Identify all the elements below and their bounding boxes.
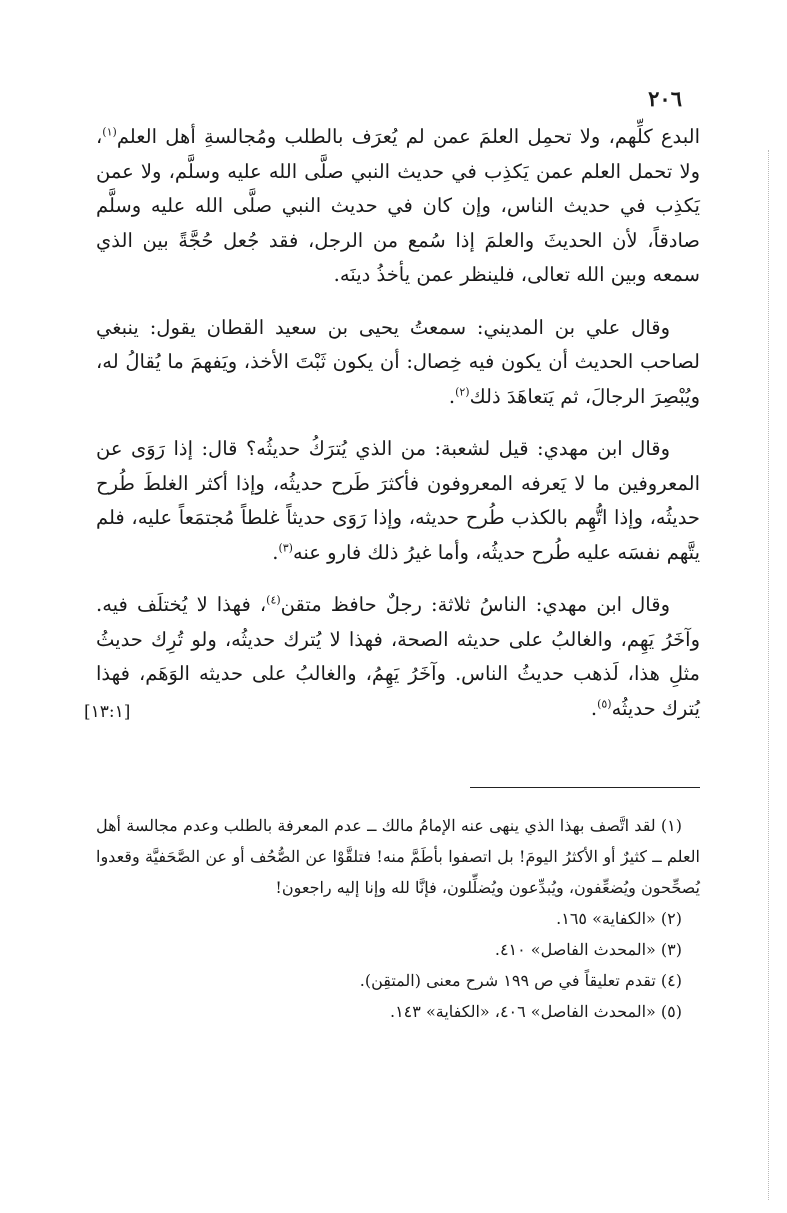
paragraph-2-text: وقال علي بن المديني: سمعتُ يحيى بن سعيد القطان يقول: ينبغي لصاحب الحديث أن يكون فيه خِصال: أن يكون ثَبْتَ الأخذ، ويَفهمَ ما يُقالُ له، ويُبْصِرَ الرجالَ، ثم يَتعاهَدَ ذلك — [96, 315, 700, 408]
footnote-divider — [470, 787, 700, 788]
footnote-2: (٢) «الكفاية» ١٦٥. — [556, 909, 682, 928]
footnote-marker-1: (١) — [102, 125, 117, 139]
paragraph-3-end: . — [272, 540, 279, 564]
footnote-1: (١) لقد اتَّصف بهذا الذي ينهى عنه الإمامُ مالك ــ عدم المعرفة بالطلب وعدم مجالسة أهل العلم ــ كثيرٌ أو الأكثرُ اليومَ! بل اتصفوا بأطَمَّ منه! فتلقَّوْا عن الصُّحُف أو عن الصَّحَفيَّة وقعدوا يُصحِّحون ويُضعِّفون، ويُبدِّعون ويُضلِّلون، فإنَّا لله وإنا إليه راجعون! — [96, 816, 700, 897]
footnotes — [96, 810, 700, 1027]
paragraph-3 — [96, 432, 700, 570]
paragraph-2 — [96, 311, 700, 415]
main-text — [96, 120, 700, 744]
paragraph-1-text: البدع كلِّهم، ولا تحمِل العلمَ عمن لم يُعرَف بالطلب ومُجالسةِ أهل العلم — [116, 125, 700, 148]
footnote-3: (٣) «المحدث الفاصل» ٤١٠. — [494, 940, 682, 959]
paragraph-1-rest: ، ولا تحمل العلم عمن يَكذِب في حديث النبي صلَّى الله عليه وسلَّم، ولا عمن يَكذِب في حديث الناس، وإن كان في حديث النبي صلَّى الله عليه وسلَّم صادقاً، لأن الحديثَ والعلمَ إذا سُمع من الرجل، فقد جُعل حُجَّةً بين الذي سمعه وبين الله تعالى، فلينظر عمن يأخذُ دينَه. — [96, 125, 700, 286]
paragraph-4-rest: ، فهذا لا يُختلَف فيه. وآخَرُ يَهِم، والغالبُ على حديثه الصحة، فهذا لا يُترك حديثُه، ولو تُرِك حديثُ مثلِ هذا، لَذهب حديثُ الناس. وآخَرُ يَهِمُ، والغالبُ على حديثه الوَهَم، فهذا يُترك حديثُه — [96, 593, 700, 720]
paragraph-4 — [96, 588, 700, 726]
paragraph-4-end: . — [590, 696, 598, 720]
margin-reference: [١٣:١] — [84, 702, 131, 722]
paragraph-2-end: . — [448, 384, 456, 408]
paragraph-3-text: وقال ابن مهدي: قيل لشعبة: من الذي يُترَكُ حديثُه؟ قال: إذا رَوَى عن المعروفين ما لا يَعرفه المعروفون فأكثرَ طَرح حديثُه، وإذا أكثر الغلطَ طُرح حديثُه، وإذا اتُّهِم بالكذب طُرح حديثه، وإذا رَوَى حديثاً غلطاً مُجتمَعاً عليه، فلم يتَّهم نفسَه عليه طُرح حديثُه، وأما غيرُ ذلك فارو عنه — [96, 437, 700, 564]
footnote-4: (٤) تقدم تعليقاً في ص ١٩٩ شرح معنى (المتقِن). — [359, 971, 682, 990]
paragraph-1 — [96, 120, 700, 293]
footnote-marker-5: (٥) — [597, 697, 612, 710]
paragraph-4-text: وقال ابن مهدي: الناسُ ثلاثة: رجلٌ حافظ متقن — [280, 593, 670, 616]
scan-edge-line — [768, 150, 769, 1200]
footnote-marker-3: (٣) — [278, 541, 293, 554]
page-number: ٢٠٦ — [648, 86, 682, 111]
footnote-marker-4: (٤) — [266, 593, 281, 607]
footnote-marker-2: (٢) — [455, 385, 470, 398]
footnote-5: (٥) «المحدث الفاصل» ٤٠٦، «الكفاية» ١٤٣. — [389, 1002, 682, 1021]
